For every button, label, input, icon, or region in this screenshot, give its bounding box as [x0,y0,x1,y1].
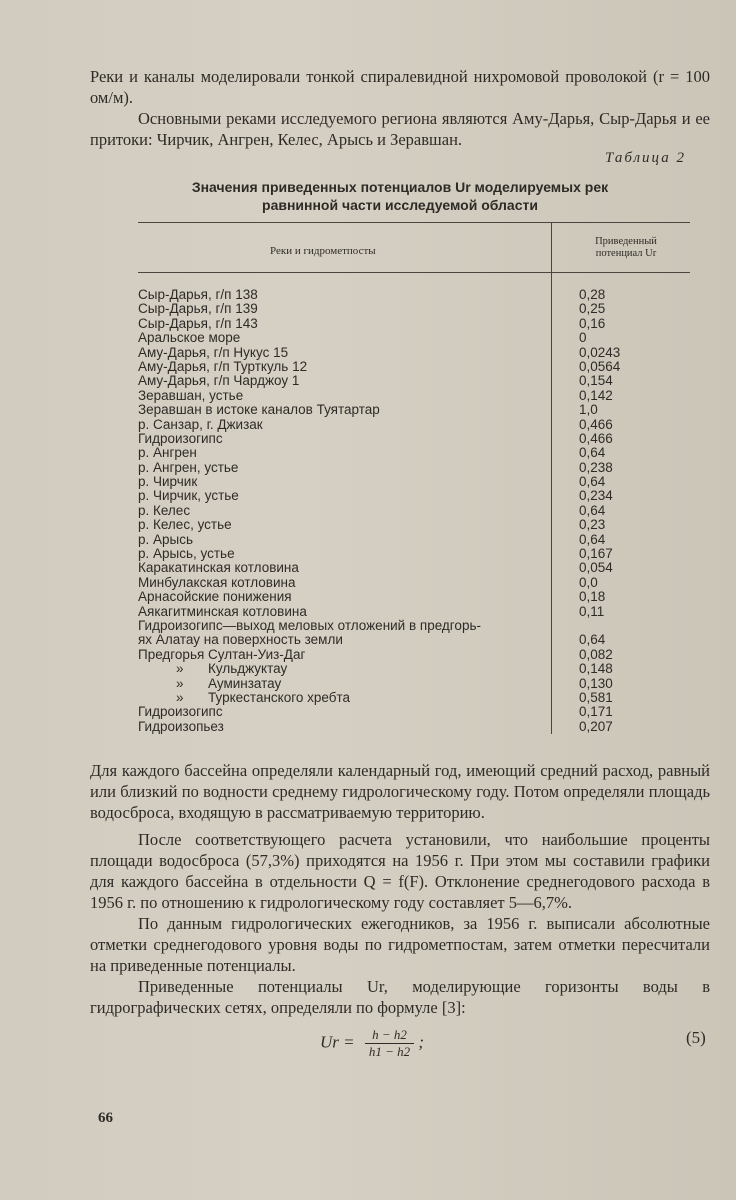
row-name: Аральское море [138,330,241,346]
row-value: 0,0243 [579,344,621,360]
table-row [138,518,698,532]
row-name: Аму-Дарья, г/п Нукус 15 [138,344,289,360]
row-value: 0,466 [579,416,613,432]
table-row [138,633,698,647]
formula [320,1027,424,1060]
table-row [138,389,698,403]
paragraph-1: Для каждого бассейна определяли календарный год, имеющий средний расход, равный или близкий по водности среднему гидрологическому году. Потом определяли площадь водосброса, входящую в рассматриваемую территорию. [90,761,710,822]
row-value: 0,25 [579,301,606,317]
row-value: 0,148 [579,661,613,677]
row-name: Гидроизогипс—выход меловых отложений в предгорь- [138,617,481,633]
table-row [138,662,698,676]
table-row [138,302,698,316]
row-value: 0 [579,330,587,346]
row-name: Гидроизогипс [138,704,223,720]
row-name: р. Санзар, г. Джизак [138,416,263,432]
row-value: 0,167 [579,546,613,562]
row-name: р. Ангрен [138,445,197,461]
row-value: 0,142 [579,387,613,403]
row-value: 0,18 [579,589,606,605]
table-row [138,403,698,417]
row-name: Сыр-Дарья, г/п 138 [138,287,258,302]
row-value: 0,207 [579,718,613,734]
table-top-rule [138,222,690,223]
table-row [138,331,698,345]
row-value: 0,0564 [579,358,621,374]
table-row [138,360,698,374]
table-row [138,317,698,331]
paragraph-2: После соответствующего расчета установили, что наибольшие проценты площади водосброса (57,3%) приходятся на 1956 г. При этом мы составили графики для каждого бассейна в отдельности Q = f(F). Отклонение среднегодового расхода в 1956 г. по отношению к гидрологическому году составляет 5—6,7%. [90,830,710,912]
table-row [138,489,698,503]
body-text [90,760,710,1018]
table-row [138,475,698,489]
table-row [138,547,698,561]
row-name: Арнасойские понижения [138,589,292,605]
row-value: 0,64 [579,632,606,648]
table-row [138,561,698,575]
paragraph-4: Приведенные потенциалы Ur, моделирующие горизонты воды в гидрографических сетях, определяли по формуле [3]: [90,977,710,1017]
table-row [138,648,698,662]
row-value: 0,466 [579,430,613,446]
table-caption-line-2: равнинной части исследуемой области [262,197,538,213]
table-row [138,691,698,705]
table-row [138,446,698,460]
row-value: 0,0 [579,574,598,590]
table-body [138,288,698,734]
table-header-rivers: Реки и гидрометпосты [270,245,376,257]
row-value: 0,171 [579,704,613,720]
row-value: 0,23 [579,517,606,533]
table-row [138,346,698,360]
row-value: 0,11 [579,603,605,619]
row-name: Гидроизопьез [138,718,224,734]
paragraph-3: По данным гидрологических ежегодников, за 1956 г. выписали абсолютные отметки среднегодового уровня воды по гидрометпостам, затем отметки пересчитали на приведенные потенциалы. [90,914,710,975]
table-header-rule [138,272,690,273]
table-row [138,576,698,590]
row-value: 0,054 [579,560,613,576]
row-value: 0,130 [579,675,613,691]
row-name: Гидроизогипс [138,430,223,446]
row-name: р. Арысь, устье [138,546,235,562]
row-value: 0,64 [579,445,606,461]
table-row [138,418,698,432]
table-row [138,705,698,719]
table-row [138,677,698,691]
formula-numerator: h − h2 [365,1027,414,1044]
row-name: Минбулакская котловина [138,574,296,590]
row-name: р. Келес, устье [138,517,232,533]
table-row [138,288,698,302]
table-row [138,619,698,633]
ditto-mark: » [176,661,184,677]
row-name: Зеравшан в истоке каналов Туятартар [138,402,380,418]
row-name: р. Ангрен, устье [138,459,239,475]
row-name: Кульджуктау [208,661,288,677]
table-label: Таблица 2 [605,150,686,166]
table-row [138,605,698,619]
row-name: Предгорья Султан-Уиз-Даг [138,646,306,662]
row-name: р. Чирчик [138,474,198,490]
intro-line-2: Основными реками исследуемого региона являются Аму-Дарья, Сыр-Дарья и ее притоки: Чирчик, Ангрен, Келес, Арысь и Зеравшан. [90,109,710,149]
table-caption-line-1: Значения приведенных потенциалов Ur моделируемых рек [191,179,609,195]
formula-denominator: h1 − h2 [368,1044,411,1059]
table-caption [140,178,660,214]
row-value: 0,64 [579,531,606,547]
formula-fraction [365,1027,414,1060]
table-row [138,504,698,518]
row-value: 0,16 [579,315,606,331]
row-name: ях Алатау на поверхность земли [138,632,343,648]
row-name: р. Чирчик, устье [138,488,239,504]
ditto-mark: » [176,689,184,705]
table-row [138,432,698,446]
row-name: Ауминзатау [208,675,282,691]
row-value: 0,082 [579,646,613,662]
intro-text [90,66,710,150]
row-name: Аму-Дарья, г/п Чарджоу 1 [138,373,300,389]
ditto-mark: » [176,675,184,691]
row-name: Туркестанского хребта [208,689,350,705]
row-name: Аякагитминская котловина [138,603,307,619]
row-name: Сыр-Дарья, г/п 143 [138,315,258,331]
page-number: 66 [98,1110,113,1126]
formula-tail: ; [418,1032,425,1052]
formula-lhs: Ur = [320,1032,355,1052]
row-value: 0,238 [579,459,613,475]
row-value: 0,64 [579,502,606,518]
table-row [138,720,698,734]
row-name: Сыр-Дарья, г/п 139 [138,301,258,317]
row-value: 0,234 [579,488,613,504]
table-row [138,461,698,475]
table-header-potential-line-2: потенциал Ur [595,248,657,259]
row-name: Зеравшан, устье [138,387,244,403]
table-row [138,533,698,547]
row-value: 0,28 [579,287,606,302]
equation-number: (5) [686,1028,706,1047]
row-value: 1,0 [579,402,598,418]
table-row [138,374,698,388]
intro-line-1: Реки и каналы моделировали тонкой спиралевидной нихромовой проволокой (r = 100 ом/м). [90,67,710,107]
row-value: 0,581 [579,689,613,705]
row-name: Каракатинская котловина [138,560,299,576]
row-name: Аму-Дарья, г/п Турткуль 12 [138,358,308,374]
row-name: р. Арысь [138,531,194,547]
row-value: 0,154 [579,373,613,389]
table-header-potential [566,236,686,260]
table-row [138,590,698,604]
row-value: 0,64 [579,474,606,490]
table-header-potential-line-1: Приведенный [595,236,657,247]
row-name: р. Келес [138,502,191,518]
